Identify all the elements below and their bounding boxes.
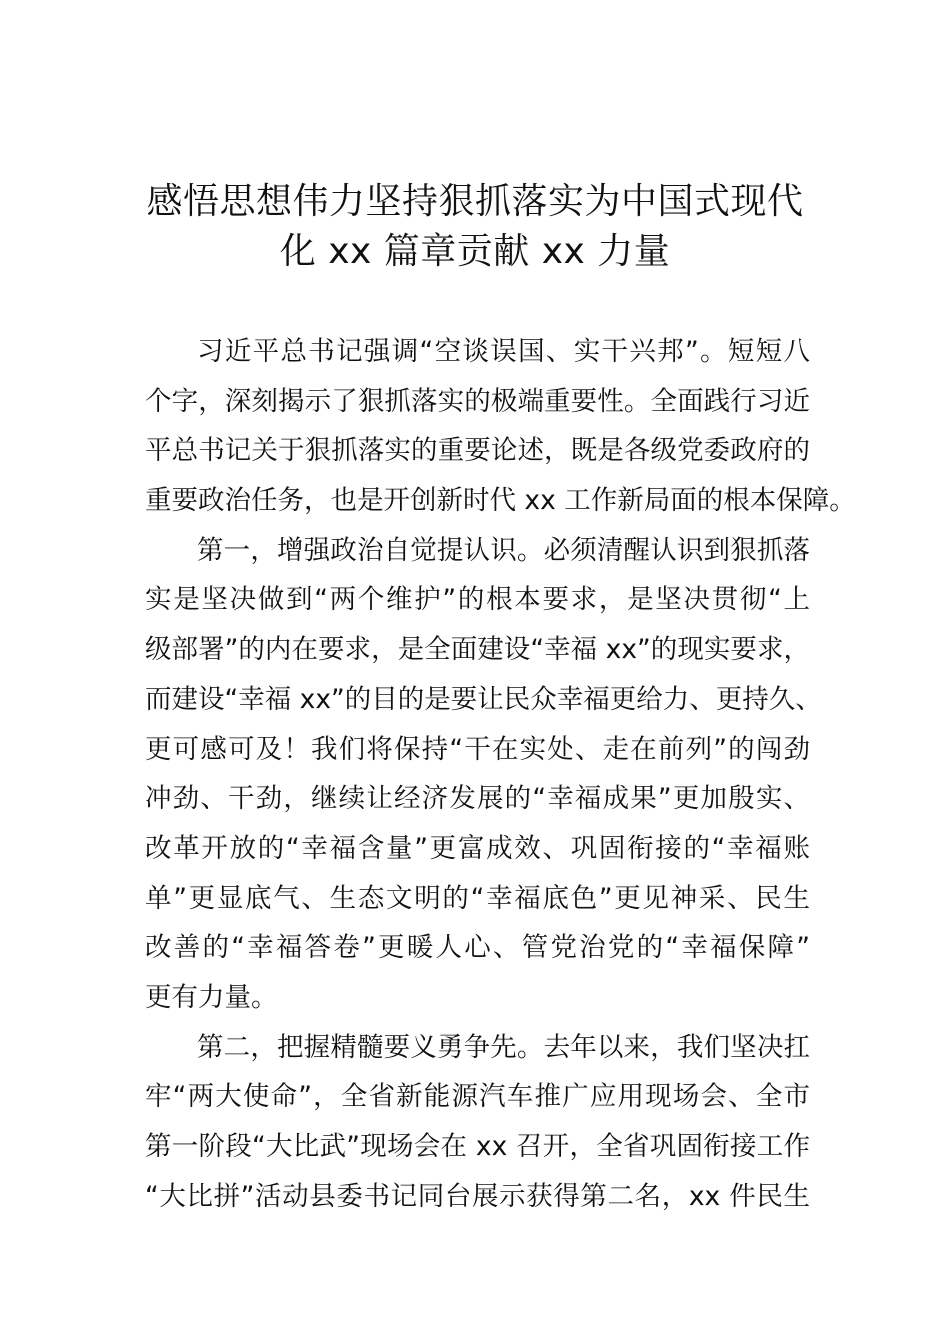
- body-line: 个字，深刻揭示了狠抓落实的极端重要性。全面践行习近: [145, 385, 810, 417]
- body-line: 实是坚决做到“两个维护”的根本要求，是坚决贯彻“上: [145, 584, 810, 616]
- body-line: 冲劲、干劲，继续让经济发展的“幸福成果”更加殷实、: [145, 783, 810, 815]
- body-line: 更有力量。: [145, 981, 278, 1013]
- body-line: 而建设“幸福 xx”的目的是要让民众幸福更给力、更持久、: [145, 683, 822, 715]
- body-line: 第一，增强政治自觉提认识。必须清醒认识到狠抓落: [197, 534, 810, 566]
- body-line: 改革开放的“幸福含量”更富成效、巩固衔接的“幸福账: [145, 832, 810, 864]
- body-line: 单”更显底气、生态文明的“幸福底色”更见神采、民生: [145, 882, 810, 914]
- body-line: 级部署”的内在要求，是全面建设“幸福 xx”的现实要求，: [145, 634, 810, 666]
- body-line: 牢“两大使命”，全省新能源汽车推广应用现场会、全市: [145, 1081, 810, 1113]
- body-line: 更可感可及！我们将保持“干在实处、走在前列”的闯劲: [145, 733, 810, 765]
- body-line: 平总书记关于狠抓落实的重要论述，既是各级党委政府的: [145, 435, 810, 467]
- body-line: 第一阶段“大比武”现场会在 xx 召开，全省巩固衔接工作: [145, 1131, 810, 1162]
- body-line: 习近平总书记强调“空谈误国、实干兴邦”。短短八: [197, 336, 810, 367]
- document-title-line-1: 感悟思想伟力坚持狠抓落实为中国式现代: [146, 181, 804, 222]
- body-line: “大比拼”活动县委书记同台展示获得第二名，xx 件民生: [145, 1180, 810, 1212]
- body-line: 改善的“幸福答卷”更暖人心、管党治党的“幸福保障”: [145, 932, 810, 964]
- document-title-line-2: 化 xx 篇章贡献 xx 力量: [279, 231, 671, 272]
- document-body: [145, 327, 856, 1221]
- body-line: 重要政治任务，也是开创新时代 xx 工作新局面的根本保障。: [145, 485, 856, 517]
- body-line: 第二，把握精髓要义勇争先。去年以来，我们坚决扛: [197, 1031, 810, 1063]
